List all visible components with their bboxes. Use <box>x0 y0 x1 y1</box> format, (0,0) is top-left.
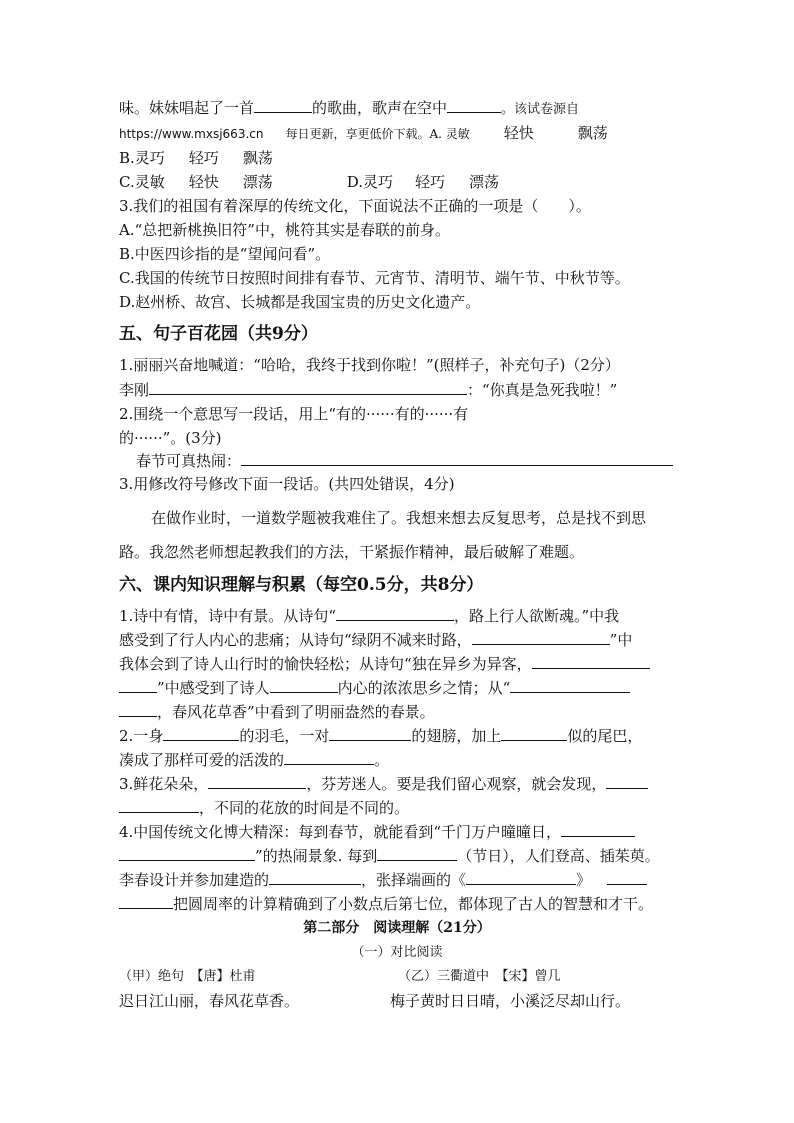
question-2: 2.围绕一个意思写一段话，用上“有的······有的······有 <box>119 405 469 423</box>
blank <box>329 726 411 741</box>
paragraph-line: 在做作业时，一道数学题被我难住了。我想来想去反复思考，总是找不到思 <box>151 509 647 527</box>
source-line <box>119 123 608 144</box>
question-line <box>119 98 579 120</box>
blank <box>501 726 567 741</box>
text: 4.中国传统文化博大精深：每到春节，就能看到“千门万户曈曈日， <box>119 823 561 841</box>
text: 1.诗中有情，诗中有景。从诗句“ <box>119 607 336 625</box>
text: 味。妹妹唱起了一首 <box>119 99 255 117</box>
question-line <box>119 846 660 866</box>
text: ，路上行人欲断魂。”中我 <box>453 607 620 625</box>
text: 凑成了那样可爱的活泼的 <box>119 751 285 769</box>
question-2-cont: 的······”。(3分) <box>119 429 222 447</box>
blank <box>149 380 467 395</box>
text: 李刚 <box>119 381 150 399</box>
paragraph-line: 路。我忽然老师想起教我们的方法，干紧振作精神，最后破解了难题。 <box>119 543 585 561</box>
blank <box>119 894 173 909</box>
poem-title-a: （甲）绝句 【唐】杜甫 <box>119 969 256 984</box>
text: 我体会到了诗人山行时的愉快轻松；从诗句“独在异乡为异客， <box>119 655 532 673</box>
text: 3.鲜花朵朵， <box>119 775 209 793</box>
blank <box>510 678 630 693</box>
text: ，不同的花放的时间是不同的。 <box>199 799 410 817</box>
blank <box>119 702 157 717</box>
option-word: 飘荡 <box>577 124 608 142</box>
question-line <box>119 798 409 818</box>
poem-title-b: （乙）三衢道中 【宋】曾几 <box>398 969 561 984</box>
text: ”中感受到了诗人 <box>157 679 270 697</box>
question-line <box>119 774 648 794</box>
question-line <box>119 894 653 914</box>
option-line <box>119 172 499 192</box>
text: （节日），人们登高、插茱萸。 <box>457 847 660 865</box>
text: 似的尾巴， <box>567 727 643 745</box>
question-line <box>119 702 435 722</box>
answer-line <box>119 380 617 400</box>
section-heading: 五、句子百花园（共9分） <box>119 324 318 344</box>
question-line <box>119 678 630 698</box>
question-line <box>119 630 632 650</box>
option-word: 轻快 <box>503 124 534 142</box>
blank <box>269 870 361 885</box>
option-word: 轻巧 <box>188 149 219 167</box>
text: ，春风花草香”中看到了明丽盎然的春景。 <box>157 703 435 721</box>
option-a: A.“总把新桃换旧符”中，桃符其实是春联的前身。 <box>119 221 450 239</box>
text: 的歌曲，歌声在空中 <box>312 99 448 117</box>
question-line <box>119 606 619 626</box>
blank <box>336 606 454 621</box>
blank <box>284 750 374 765</box>
blank <box>472 630 610 645</box>
option-word: 漂荡 <box>469 173 500 191</box>
source-url: https://www.mxsj663.cn <box>119 127 264 141</box>
poem-line-a: 迟日江山丽，春风花草香。 <box>119 992 300 1010</box>
answer-line <box>136 451 673 471</box>
text: 。 <box>374 751 390 769</box>
text: 》 <box>576 871 592 889</box>
blank <box>447 98 501 113</box>
section-heading: 六、课内知识理解与积累（每空0.5分，共8分） <box>119 575 484 595</box>
blank <box>241 451 673 466</box>
question-line <box>119 750 389 770</box>
blank <box>606 774 648 789</box>
text: 李春设计并参加建造的 <box>119 871 270 889</box>
text: ”中 <box>609 631 633 649</box>
option-word: 飘荡 <box>242 149 273 167</box>
question-3: 3.用修改符号修改下面一段话。(共四处错误，4分) <box>119 475 455 493</box>
question-line <box>119 870 647 890</box>
blank <box>208 774 306 789</box>
text: 的翅膀，加上 <box>411 727 502 745</box>
sub-heading: （一）对比阅读 <box>351 945 443 960</box>
blank <box>119 846 255 861</box>
option-word: 轻巧 <box>415 173 446 191</box>
blank <box>270 678 338 693</box>
text: 。该试卷源自 <box>501 102 580 117</box>
blank <box>607 870 647 885</box>
question-line <box>119 654 650 674</box>
option-b: B.中医四诊指的是“望闻问看”。 <box>119 245 331 263</box>
poem-line-b: 梅子黄时日日晴，小溪泛尽却山行。 <box>390 992 631 1010</box>
text: 把圆周率的计算精确到了小数点后第七位，都体现了古人的智慧和才干。 <box>173 895 654 913</box>
option-c: C.我国的传统节日按照时间排有春节、元宵节、清明节、端午节、中秋节等。 <box>119 269 630 287</box>
text: ，芬芳迷人。要是我们留心观察，就会发现， <box>306 775 607 793</box>
text: 内心的浓浓思乡之情；从“ <box>337 679 511 697</box>
question-1: 1.丽丽兴奋地喊道：“哈哈，我终于找到你啦！”(照样子，补充句子)（2分） <box>119 356 620 374</box>
blank <box>163 726 239 741</box>
option-label: D.灵巧 <box>346 173 394 191</box>
blank <box>532 654 650 669</box>
text: 感受到了行人内心的悲痛；从诗句“绿阴不减来时路， <box>119 631 472 649</box>
blank <box>377 846 457 861</box>
option-d: D.赵州桥、故宫、长城都是我国宝贵的历史文化遗产。 <box>119 293 481 311</box>
text: 2.一身 <box>119 727 164 745</box>
text: ，张择端画的《 <box>361 871 467 889</box>
blank <box>119 798 199 813</box>
question-line <box>119 822 635 842</box>
blank <box>561 822 635 837</box>
option-word: 漂荡 <box>242 173 273 191</box>
part-heading: 第二部分 阅读理解（21分） <box>303 920 491 936</box>
option-label: B.灵巧 <box>119 149 165 167</box>
text: 春节可真热闹： <box>136 452 242 470</box>
question-3: 3.我们的祖国有着深厚的传统文化，下面说法不正确的一项是（ ）。 <box>119 197 591 215</box>
question-line <box>119 726 642 746</box>
option-word: 轻快 <box>188 173 219 191</box>
blank <box>254 98 312 113</box>
blank <box>466 870 576 885</box>
text: 的羽毛，一对 <box>239 727 330 745</box>
text: ：“你真是急死我啦！” <box>467 381 618 399</box>
option-line <box>119 148 273 168</box>
blank <box>119 678 157 693</box>
text: ”的热闹景象. 每到 <box>255 847 378 865</box>
option-label: C.灵敏 <box>119 173 165 191</box>
text: 每日更新，享更低价下载。A. 灵敏 <box>285 127 470 141</box>
